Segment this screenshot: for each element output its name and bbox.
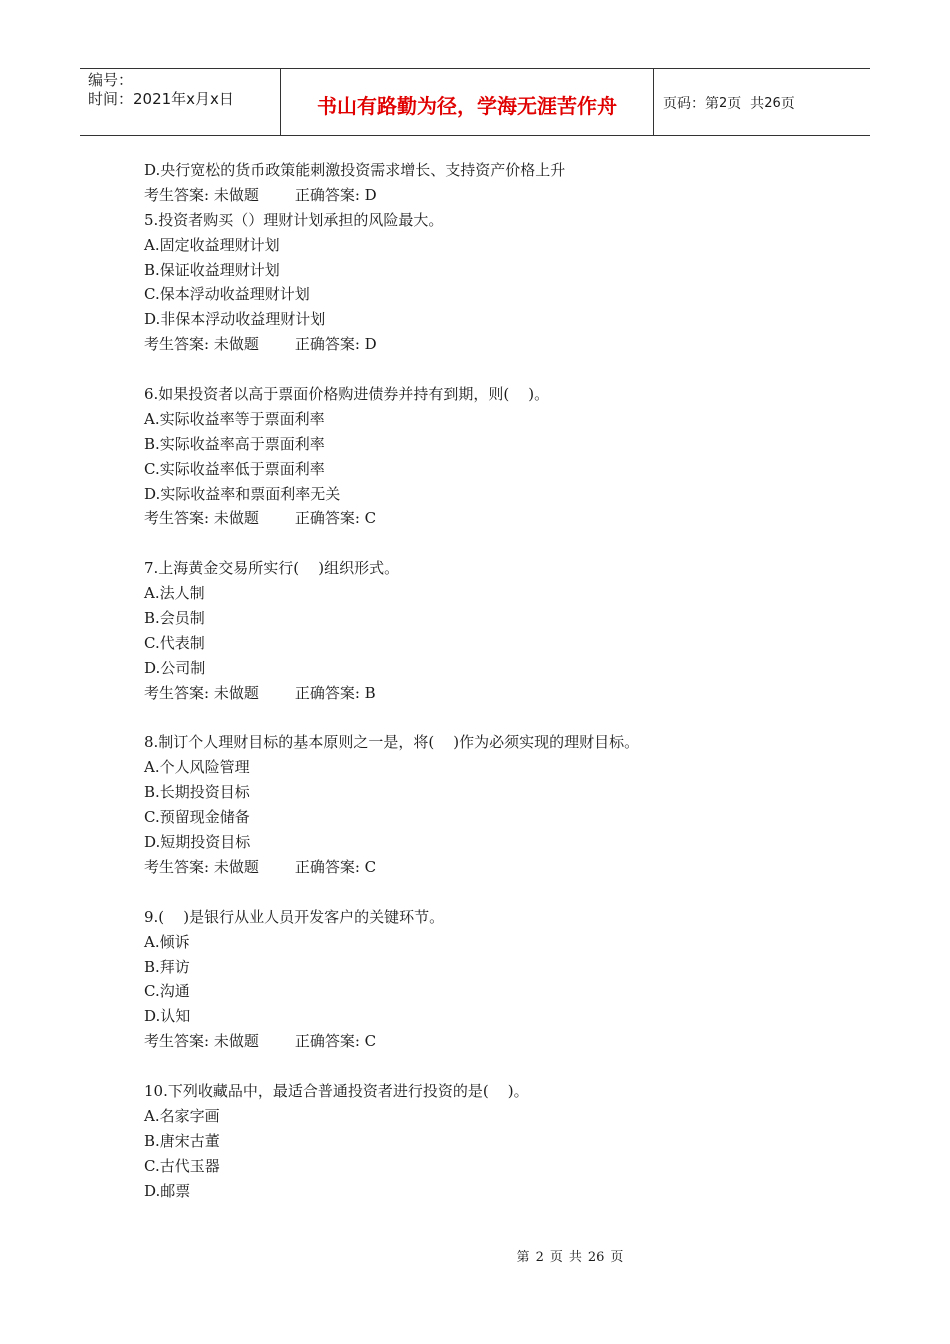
answer-line: [144, 332, 844, 357]
student-answer: 考生答案: 未做题: [144, 335, 259, 354]
option-item: A.固定收益理财计划: [144, 235, 280, 254]
question-block: [144, 730, 844, 879]
option-item: A.个人风险管理: [144, 758, 250, 777]
answer-line: [144, 183, 844, 208]
option-item: D.实际收益率和票面利率无关: [144, 484, 341, 503]
question-block: [144, 1079, 844, 1203]
answer-line: [144, 1029, 844, 1054]
student-answer: 考生答案: 未做题: [144, 509, 259, 528]
option-item: B.长期投资目标: [144, 783, 250, 802]
correct-answer: 正确答案: B: [294, 683, 376, 702]
option-item: C.代表制: [144, 633, 205, 652]
footer-ye: 页: [549, 1250, 563, 1265]
correct-answer: 正确答案: C: [294, 509, 377, 528]
answer-line: [144, 681, 844, 706]
correct-answer: 正确答案: D: [294, 335, 377, 354]
question-block: [144, 905, 844, 1054]
option-item: A.倾诉: [144, 932, 190, 951]
option-item: C.沟通: [144, 982, 190, 1001]
option-item: A.名家字画: [144, 1106, 220, 1125]
option-item: B.唐宋古董: [144, 1131, 220, 1150]
option-item: D.认知: [144, 1007, 191, 1026]
page-header: [80, 68, 870, 136]
question-stem: 5.投资者购买（）理财计划承担的风险最大。: [144, 210, 444, 229]
question-list: [144, 158, 844, 1203]
student-answer: 考生答案: 未做题: [144, 1032, 259, 1051]
option-item: B.会员制: [144, 609, 205, 628]
correct-answer: 正确答案: D: [294, 185, 377, 204]
page-end: 页: [780, 96, 795, 112]
option-item: C.实际收益率低于票面利率: [144, 459, 325, 478]
footer-di: 第: [516, 1250, 530, 1265]
student-answer: 考生答案: 未做题: [144, 185, 259, 204]
option-item: D.短期投资目标: [144, 833, 251, 852]
footer-ye2: 页: [610, 1250, 624, 1265]
option-item: B.拜访: [144, 957, 190, 976]
option-item: C.古代玉器: [144, 1156, 220, 1175]
question-block: [144, 382, 844, 531]
page-number: 2: [719, 95, 728, 111]
option-item: A.法人制: [144, 584, 205, 603]
correct-answer: 正确答案: C: [294, 1032, 377, 1051]
code-label: 编号：: [88, 71, 134, 89]
header-page-info: [654, 69, 870, 135]
option-item: A.实际收益率等于票面利率: [144, 409, 325, 428]
student-answer: 考生答案: 未做题: [144, 683, 259, 702]
option-item: D.非保本浮动收益理财计划: [144, 310, 326, 329]
question-stem: 10.下列收藏品中，最适合普通投资者进行投资的是( )。: [144, 1081, 529, 1100]
question-block: [144, 556, 844, 705]
footer-page: 2: [535, 1250, 544, 1265]
question-stem: 9.( )是银行从业人员开发客户的关键环节。: [144, 907, 445, 926]
option-item: B.实际收益率高于票面利率: [144, 434, 325, 453]
header-meta: [80, 69, 281, 135]
page-mid: 页 共: [727, 96, 765, 112]
page-footer: [0, 1246, 950, 1265]
question-block-partial: [144, 158, 844, 208]
page-label: 页码：第: [663, 96, 719, 112]
question-block: [144, 208, 844, 357]
page-total: 26: [764, 95, 781, 111]
option-item: D.邮票: [144, 1181, 191, 1200]
footer-gong: 共: [568, 1250, 582, 1265]
option-item: D.公司制: [144, 658, 206, 677]
option-item: B.保证收益理财计划: [144, 260, 280, 279]
time-label: 时间：2021年x月x日: [88, 90, 234, 108]
student-answer: 考生答案: 未做题: [144, 857, 259, 876]
answer-line: [144, 506, 844, 531]
question-stem: 7.上海黄金交易所实行( )组织形式。: [144, 559, 400, 578]
answer-line: [144, 855, 844, 880]
header-motto: 书山有路勤为径，学海无涯苦作舟: [281, 69, 654, 135]
option-d: D.央行宽松的货币政策能刺激投资需求增长、支持资产价格上升: [144, 161, 566, 179]
footer-total: 26: [587, 1250, 605, 1265]
correct-answer: 正确答案: C: [294, 857, 377, 876]
option-item: C.预留现金储备: [144, 808, 250, 827]
option-item: C.保本浮动收益理财计划: [144, 285, 310, 304]
question-stem: 6.如果投资者以高于票面价格购进债券并持有到期，则( )。: [144, 385, 550, 404]
question-stem: 8.制订个人理财目标的基本原则之一是，将( )作为必须实现的理财目标。: [144, 733, 640, 752]
